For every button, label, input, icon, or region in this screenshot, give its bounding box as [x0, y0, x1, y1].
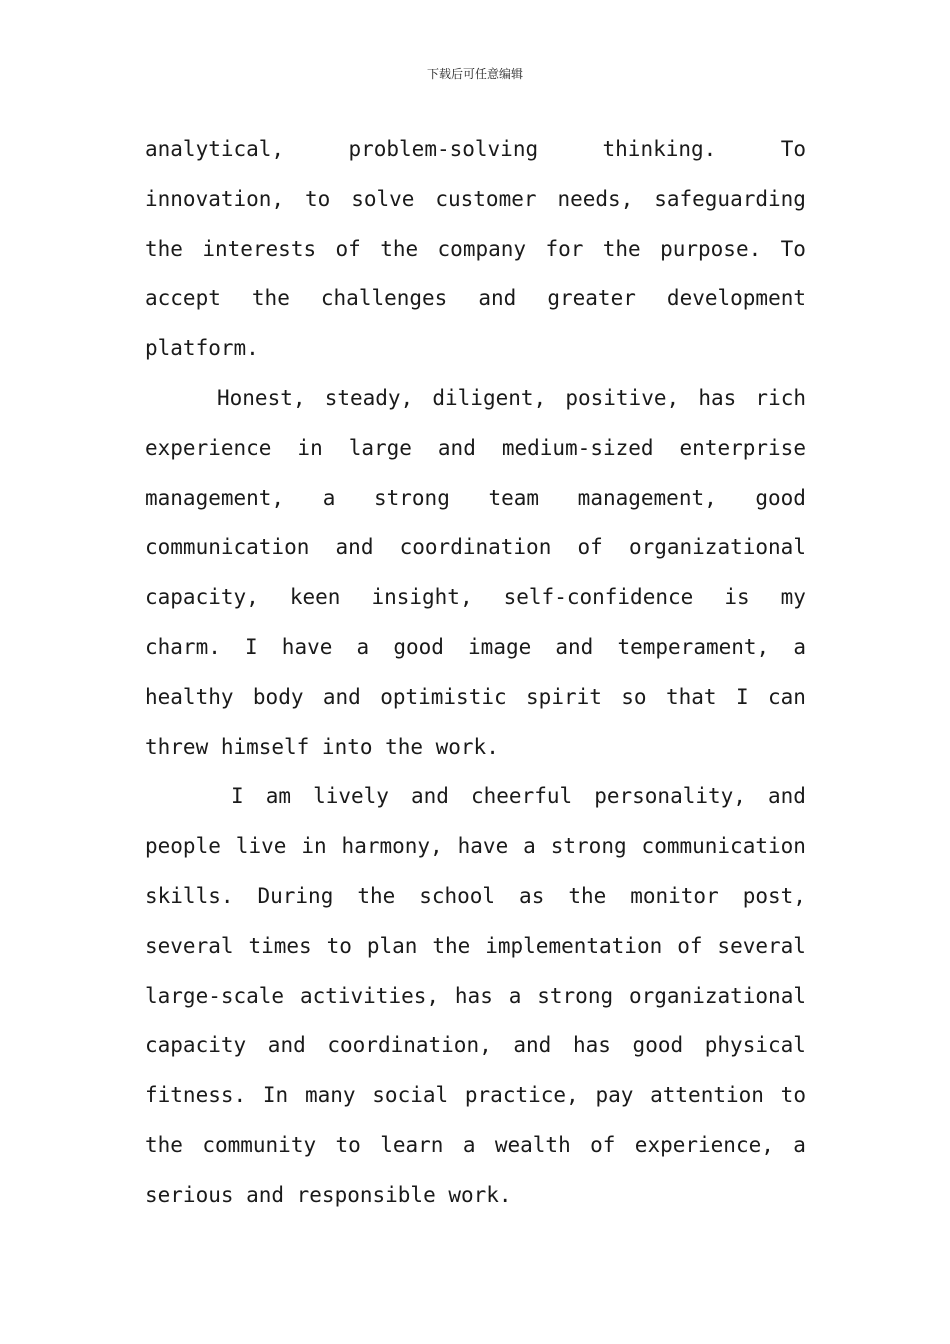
text-line: [145, 972, 806, 1022]
word: can: [767, 684, 806, 709]
word: people: [145, 834, 221, 859]
word: live: [235, 834, 287, 859]
word: my: [780, 585, 806, 610]
word: management,: [145, 485, 285, 510]
word: purpose.: [660, 236, 762, 261]
word: the: [145, 236, 183, 261]
word: social: [372, 1083, 449, 1108]
word: of: [677, 933, 703, 958]
word: strong: [537, 983, 614, 1008]
word: development: [666, 286, 806, 311]
word: medium-sized: [501, 435, 654, 460]
word: spirit: [526, 684, 602, 709]
word: organizational: [628, 983, 806, 1008]
word: so: [621, 684, 647, 709]
word: in: [297, 435, 323, 460]
word: organizational: [628, 535, 806, 560]
word: a: [508, 983, 522, 1008]
text-line: [145, 424, 806, 474]
word: I: [735, 684, 749, 709]
page-header: 下载后可任意编辑: [426, 67, 523, 81]
word: have: [457, 834, 509, 859]
word: the: [357, 883, 396, 908]
word: platform.: [145, 336, 259, 361]
word: accept: [145, 286, 221, 311]
word: post,: [742, 883, 806, 908]
text-line: [145, 822, 806, 872]
word: coordination: [399, 535, 552, 560]
word: the: [432, 933, 471, 958]
word: and: [322, 684, 361, 709]
word: temperament,: [617, 634, 770, 659]
word: good: [393, 634, 444, 659]
word: many: [304, 1083, 356, 1108]
word: a: [793, 1132, 806, 1157]
word: solve: [351, 186, 415, 211]
word: himself: [220, 734, 310, 759]
word: needs,: [557, 186, 634, 211]
word: the: [380, 236, 419, 261]
word: and: [437, 435, 476, 460]
word: monitor: [630, 883, 719, 908]
word: a: [523, 834, 536, 859]
word: self-confidence: [503, 585, 694, 610]
word: In: [262, 1083, 289, 1108]
word: a: [462, 1132, 476, 1157]
word: to: [335, 1132, 361, 1157]
word: that: [665, 684, 717, 709]
text-line: [145, 922, 806, 972]
word: steady,: [324, 385, 414, 410]
word: threw: [145, 734, 209, 759]
paragraph-2: [145, 374, 806, 772]
word: enterprise: [679, 435, 806, 460]
paragraph-3: [145, 772, 806, 1220]
word: and: [267, 1033, 306, 1058]
word: customer: [435, 186, 537, 211]
word: management,: [577, 485, 717, 510]
word: school: [419, 883, 496, 908]
word: activities,: [299, 983, 440, 1008]
word: responsible: [296, 1182, 436, 1207]
word: positive,: [565, 385, 680, 410]
word: plan: [366, 933, 418, 958]
word: communication: [641, 834, 806, 859]
word: and: [768, 784, 806, 809]
word: work.: [435, 734, 499, 759]
text-line: [145, 623, 806, 673]
word: analytical,: [145, 137, 285, 161]
word: and: [513, 1033, 552, 1058]
word: thinking.: [602, 137, 717, 161]
word: several: [717, 933, 806, 958]
word: innovation,: [145, 186, 285, 211]
word: of: [335, 236, 361, 261]
word: I: [245, 634, 258, 659]
word: large-scale: [145, 983, 285, 1008]
word: and: [246, 1182, 285, 1207]
word: the: [251, 286, 290, 311]
text-line: [145, 274, 806, 324]
word: rich: [755, 385, 806, 410]
word: community: [202, 1132, 317, 1157]
word: a: [356, 634, 370, 659]
word: interests: [202, 236, 317, 261]
word: physical: [704, 1033, 806, 1058]
word: lively: [313, 784, 389, 809]
word: image: [468, 634, 532, 659]
document-body: [145, 125, 806, 1221]
text-line: [145, 573, 806, 623]
word: of: [577, 535, 603, 560]
word: and: [478, 286, 517, 311]
word: I: [231, 784, 244, 809]
word: healthy: [145, 684, 234, 709]
text-line: [145, 324, 806, 374]
word: capacity,: [145, 585, 259, 610]
word: skills.: [145, 883, 234, 908]
word: has: [572, 1033, 611, 1058]
word: During: [257, 883, 334, 908]
text-line: [145, 1071, 806, 1121]
word: diligent,: [432, 385, 547, 410]
word: the: [602, 236, 641, 261]
word: safeguarding: [654, 186, 806, 211]
word: coordination,: [327, 1033, 492, 1058]
word: is: [724, 585, 750, 610]
word: have: [281, 634, 333, 659]
word: learn: [380, 1132, 444, 1157]
word: wealth: [494, 1132, 571, 1157]
text-line: [145, 1021, 806, 1071]
text-line: [145, 225, 806, 275]
word: fitness.: [145, 1083, 247, 1108]
word: and: [555, 634, 594, 659]
word: Honest,: [217, 385, 306, 410]
word: for: [545, 236, 584, 261]
text-line: [145, 872, 806, 922]
text-line: [145, 1121, 806, 1171]
word: insight,: [371, 585, 473, 610]
word: personality,: [594, 784, 746, 809]
word: a: [793, 634, 806, 659]
text-line: [145, 772, 806, 822]
word: times: [248, 933, 312, 958]
word: To: [780, 137, 806, 161]
word: good: [755, 485, 806, 510]
word: keen: [289, 585, 341, 610]
word: into: [321, 734, 373, 759]
text-line: [145, 523, 806, 573]
text-line: [145, 673, 806, 723]
text-line: [145, 723, 806, 773]
word: strong: [373, 485, 450, 510]
word: problem-solving: [348, 137, 539, 161]
word: good: [632, 1033, 684, 1058]
word: to: [326, 933, 352, 958]
word: To: [780, 236, 806, 261]
word: communication: [145, 535, 310, 560]
word: attention: [650, 1083, 764, 1108]
word: and: [411, 784, 449, 809]
word: in: [301, 834, 327, 859]
word: serious: [145, 1182, 234, 1207]
word: strong: [550, 834, 627, 859]
word: company: [437, 236, 527, 261]
word: practice,: [464, 1083, 579, 1108]
word: to: [305, 186, 331, 211]
word: to: [780, 1083, 806, 1108]
word: has: [698, 385, 737, 410]
text-line: [145, 374, 806, 424]
word: experience: [145, 435, 272, 460]
text-line: [145, 175, 806, 225]
word: work.: [448, 1182, 512, 1207]
word: pay: [595, 1083, 634, 1108]
word: a: [322, 485, 336, 510]
word: am: [265, 784, 292, 809]
word: has: [454, 983, 493, 1008]
text-line: [145, 1171, 806, 1221]
word: the: [385, 734, 424, 759]
paragraph-1: [145, 125, 806, 374]
word: team: [488, 485, 540, 510]
word: the: [568, 883, 607, 908]
word: harmony,: [341, 834, 443, 859]
word: and: [335, 535, 374, 560]
word: large: [348, 435, 412, 460]
text-line: [145, 125, 806, 175]
word: of: [590, 1132, 616, 1157]
word: capacity: [145, 1033, 247, 1058]
text-line: [145, 474, 806, 524]
word: optimistic: [380, 684, 507, 709]
word: the: [145, 1132, 183, 1157]
word: charm.: [145, 634, 221, 659]
word: body: [252, 684, 304, 709]
word: several: [145, 933, 234, 958]
word: cheerful: [471, 784, 573, 809]
word: experience,: [634, 1132, 774, 1157]
word: greater: [547, 286, 636, 311]
word: implementation: [485, 933, 663, 958]
word: as: [519, 883, 545, 908]
word: challenges: [320, 286, 448, 311]
